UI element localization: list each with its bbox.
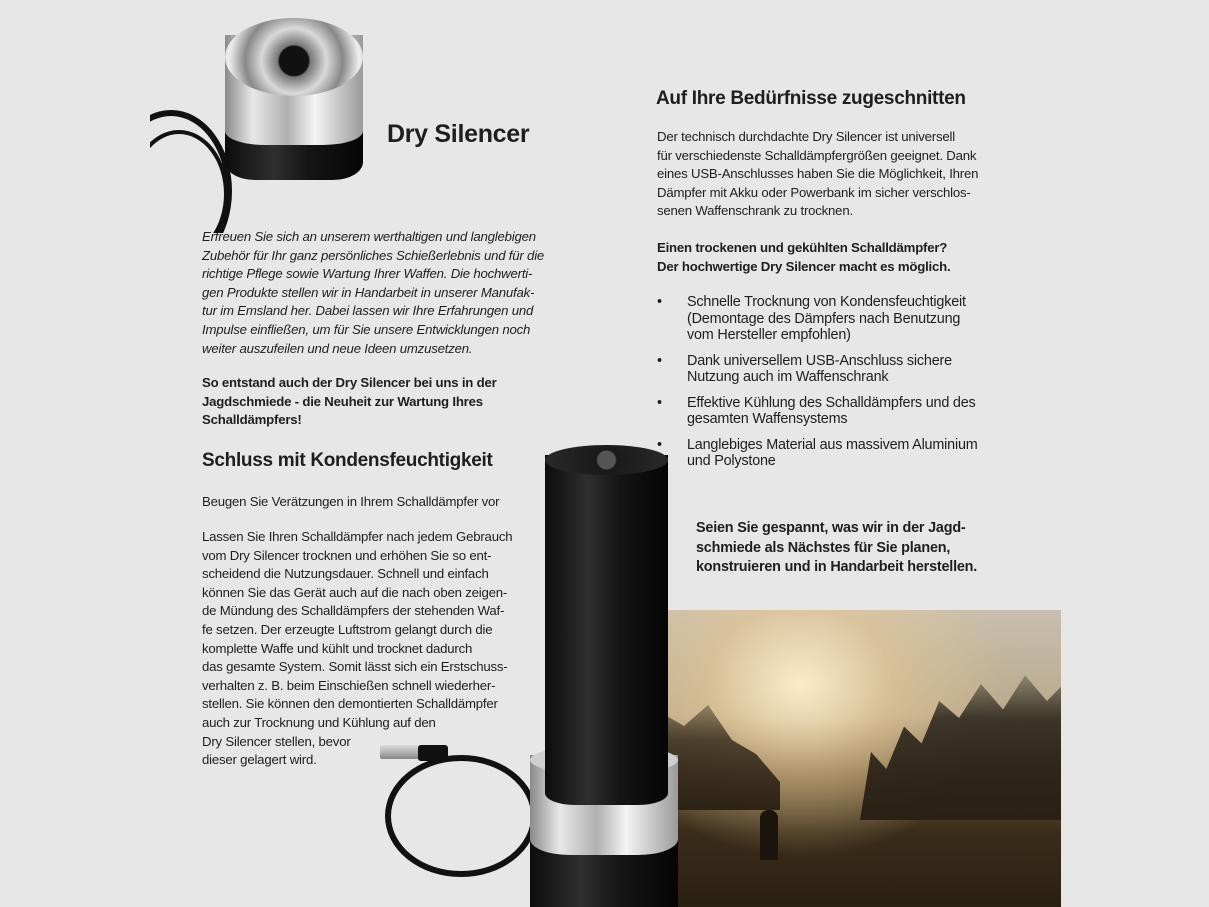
feature-item: • Dank universellem USB-Anschluss sichere Nutzung auch im Waffenschrank xyxy=(657,353,978,386)
product-image-base xyxy=(150,15,370,233)
product-title: Dry Silencer xyxy=(387,120,530,148)
tailored-title: Auf Ihre Bedürfnisse zugeschnitten xyxy=(656,88,966,109)
intro-paragraph: Erfreuen Sie sich an unserem werthaltigen und langlebigen Zubehör für Ihr ganz persönliches Schießerlebnis und für die richtige Pflege sowie Wartung Ihrer Waffen. Die hochwerti- gen Produkte stellen wir in Handarbeit in unserer Manufak- tur im Emsland her. Dabei lassen wir Ihre Erfahrungen und Impulse einfließen, um für Sie unsere Entwicklungen noch weiter auszufeilen und neue Ideen umzusetzen. xyxy=(202,229,545,356)
feature-item: • Langlebiges Material aus massivem Aluminium und Polystone xyxy=(657,437,978,470)
feature-item: • Schnelle Trocknung von Kondensfeuchtigkeit (Demontage des Dämpfers nach Benutzung vom Hersteller empfohlen) xyxy=(657,294,978,344)
feature-list xyxy=(657,294,978,479)
section-lead: Beugen Sie Verätzungen in Ihrem Schalldämpfer vor xyxy=(202,494,500,509)
hunter-silhouette xyxy=(760,810,778,860)
section-title-condensation: Schluss mit Kondensfeuchtigkeit xyxy=(202,450,493,471)
landscape-photo xyxy=(660,610,1061,907)
question-text: Einen trockenen und gekühlten Schalldämpfer? Der hochwertige Dry Silencer macht es möglich. xyxy=(657,240,951,274)
closing-text: Seien Sie gespannt, was wir in der Jagd- schmiede als Nächstes für Sie planen, konstruieren und in Handarbeit herstellen. xyxy=(696,520,978,575)
highlight-paragraph: So entstand auch der Dry Silencer bei uns in der Jagdschmiede - die Neuheit zur Wartung Ihres Schalldämpfers! xyxy=(202,375,497,428)
tailored-body: Der technisch durchdachte Dry Silencer ist universell für verschiedenste Schalldämpfergrößen geeignet. Dank eines USB-Anschlusses haben Sie die Möglichkeit, Ihren Dämpfer mit Akku oder Powerbank im sicher verschlos- senen Waffenschrank zu trocknen. xyxy=(657,129,979,219)
section-body: Lassen Sie Ihren Schalldämpfer nach jedem Gebrauch vom Dry Silencer trocknen und erhöhen Sie so ent- scheidend die Nutzungsdauer. Schnell und einfach können Sie das Gerät auch auf die nach oben zeigen- de Mündung des Schalldämpfers der stehenden Waf- fe setzen. Der erzeugte Luftstrom gelangt durch die komplette Waffe und kühlt und trocknet dadurch das gesamte System. Somit lässt sich ein Erstschuss- verhalten z. B. beim Einschießen schnell wiederher- stellen. Sie können den demontierten Schalldämpfer auch zur Trocknung und Kühlung auf den Dry Silencer stellen, bevor dieser gelagert wird. xyxy=(202,529,513,768)
feature-item: • Effektive Kühlung des Schalldämpfers und des gesamten Waffensystems xyxy=(657,395,978,428)
